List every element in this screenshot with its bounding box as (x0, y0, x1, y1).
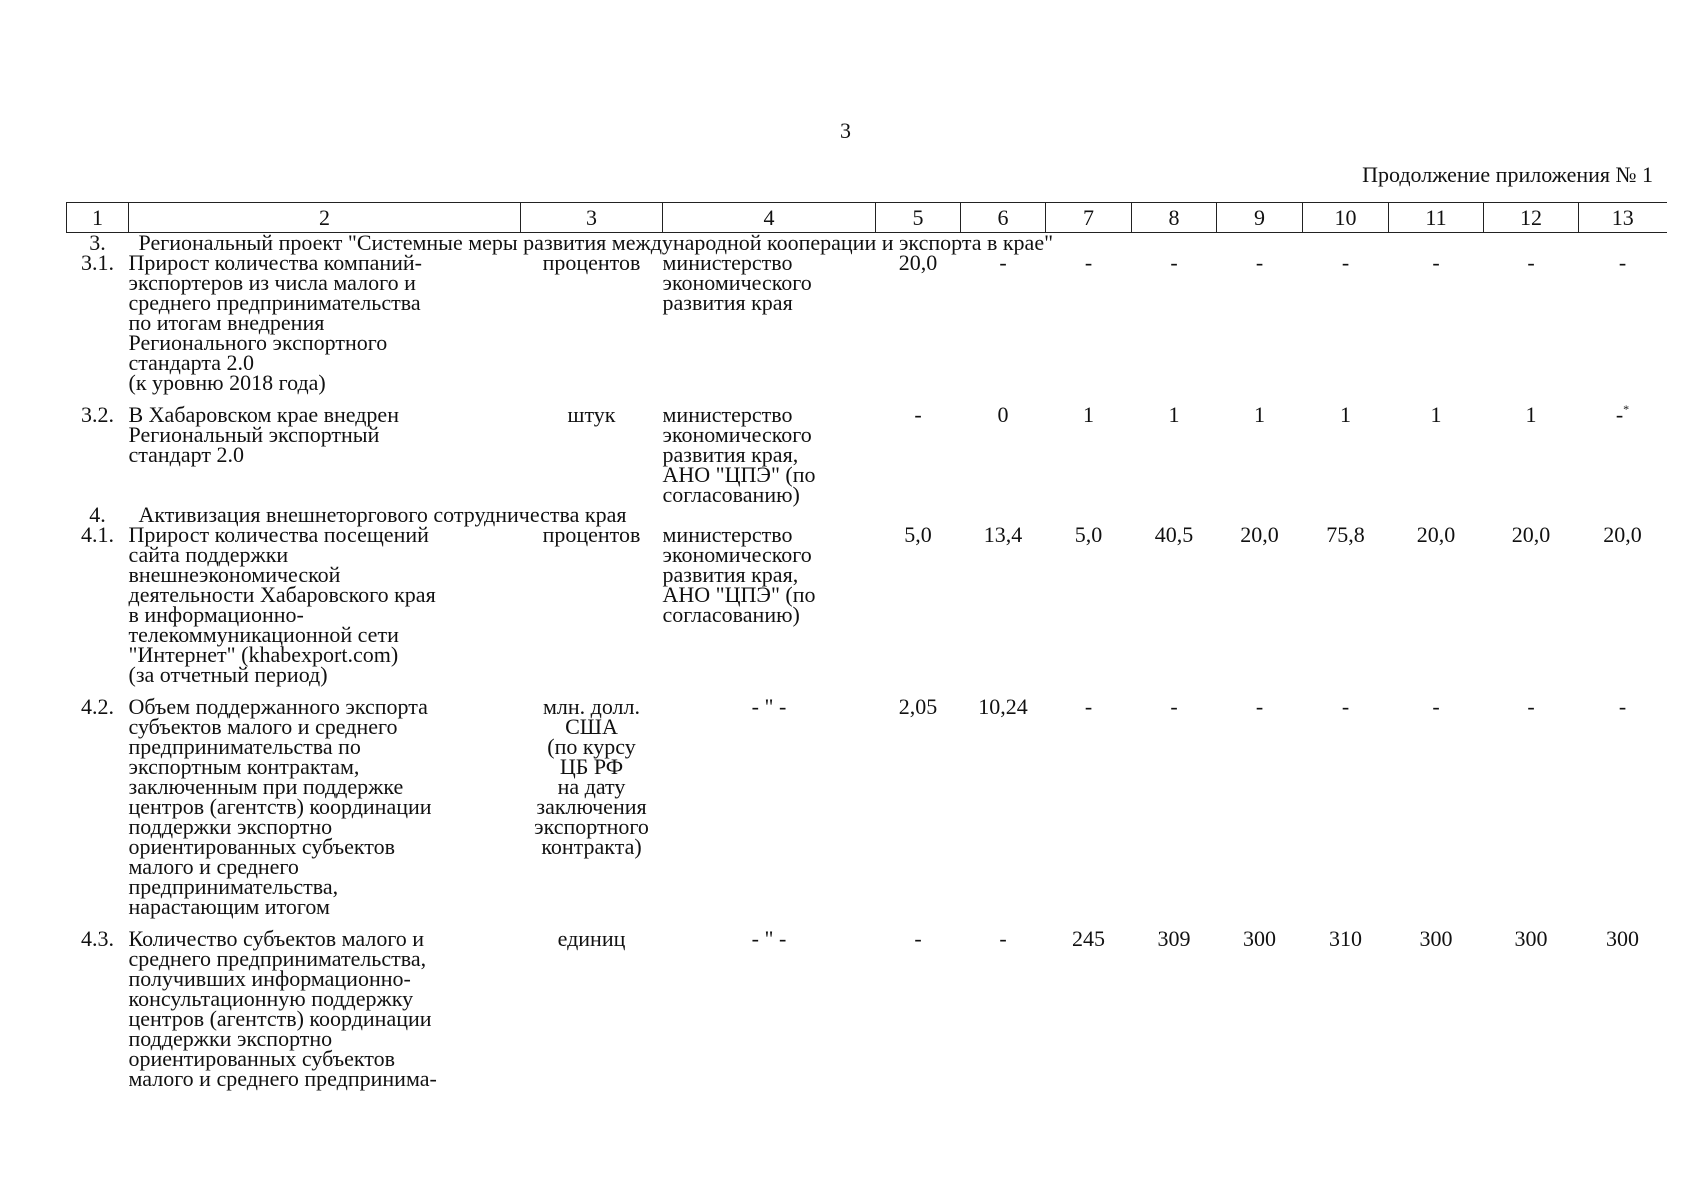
text-line: центров (агентств) координации (128, 794, 432, 819)
indicator-name (129, 393, 521, 505)
text-line: "Интернет" (khabexport.com) (128, 642, 399, 667)
value-cell: 20,0 (1240, 522, 1279, 547)
value-text: - (1615, 402, 1624, 427)
col-header: 9 (1217, 203, 1303, 233)
value-cell: - (1255, 694, 1264, 719)
unit (521, 685, 663, 917)
value-cell: - (1527, 694, 1535, 719)
value-cell: - (1341, 250, 1350, 275)
value-cell: 20,0 (898, 250, 938, 275)
text-line: заключения (536, 794, 647, 819)
row-number: 4.1. (81, 522, 114, 547)
text-line: процентов (542, 250, 641, 275)
text-line: экономического (662, 542, 812, 567)
text-line: (за отчетный период) (128, 662, 328, 687)
col-header: 1 (67, 203, 129, 233)
text-line: экономического (662, 422, 812, 447)
value-cell: 1 (1168, 402, 1180, 427)
row-number: 3.1. (81, 250, 114, 275)
col-header: 11 (1389, 203, 1484, 233)
text-line: (к уровню 2018 года) (128, 370, 326, 395)
text-line: согласованию) (662, 482, 800, 507)
col-header: 7 (1046, 203, 1132, 233)
value-cell: 310 (1329, 926, 1362, 951)
text-line: Объем поддержанного экспорта (128, 694, 428, 719)
text-line: экспортного (534, 814, 649, 839)
value-cell (1579, 393, 1667, 505)
unit (521, 250, 663, 393)
text-line: Прирост количества компаний- (128, 250, 422, 275)
col-header: 2 (129, 203, 521, 233)
text-line: деятельности Хабаровского края (128, 582, 436, 607)
value-cell: - (1341, 694, 1350, 719)
appendix-continuation-note: Продолжение приложения № 1 (1362, 162, 1653, 187)
responsible (663, 393, 876, 505)
text-line: субъектов малого и среднего (128, 714, 398, 739)
value-cell: - (1255, 250, 1264, 275)
text-line: стандарта 2.0 (128, 350, 255, 375)
value-cell: 20,0 (1603, 522, 1642, 547)
value-cell: - (914, 926, 922, 951)
text-line: получивших информационно- (128, 966, 411, 991)
unit (521, 522, 663, 685)
text-line: на дату (557, 774, 626, 799)
value-cell: 245 (1072, 926, 1105, 951)
text-line: В Хабаровском крае внедрен (128, 402, 399, 427)
text-line: экономического (662, 270, 812, 295)
table-row (67, 253, 1667, 393)
indicators-table (66, 202, 1667, 1089)
text-line: развития края, (662, 442, 799, 467)
text-line: телекоммуникационной сети (128, 622, 399, 647)
text-line: АНО "ЦПЭ" (по (662, 582, 816, 607)
value-cell: 1 (1083, 402, 1094, 427)
value-cell: 1 (1340, 402, 1351, 427)
text-line: развития края, (662, 562, 799, 587)
value-cell: 2,05 (898, 694, 938, 719)
col-header: 10 (1303, 203, 1389, 233)
value-cell: 300 (1606, 926, 1639, 951)
value-cell: - (1084, 250, 1093, 275)
col-header: 13 (1579, 203, 1667, 233)
text-line: среднего предпринимательства, (128, 946, 427, 971)
value-cell: 300 (1514, 926, 1548, 951)
text-line: США (565, 714, 618, 739)
value-cell: 13,4 (983, 522, 1023, 547)
value-cell: - (914, 402, 922, 427)
value-cell: 309 (1157, 926, 1191, 951)
value-cell: - (1170, 250, 1178, 275)
value-cell: 1 (1525, 402, 1537, 427)
section-title: Активизация внешнеторгового сотрудничества края (138, 502, 627, 527)
indicator-name (128, 250, 521, 395)
text-line: поддержки экспортно (128, 814, 333, 839)
text-line: стандарт 2.0 (128, 442, 244, 467)
text-line: согласованию) (662, 602, 800, 627)
value-cell: - (1432, 250, 1440, 275)
col-header: 4 (663, 203, 876, 233)
value-cell: 300 (1243, 926, 1276, 951)
ditto-mark: - " - (751, 926, 787, 951)
col-header: 3 (521, 203, 663, 233)
value-cell: - (1527, 250, 1535, 275)
value-cell: - (1618, 250, 1627, 275)
text-line: поддержки экспортно (128, 1026, 333, 1051)
responsible (663, 685, 876, 917)
unit (521, 917, 663, 1089)
value-cell: - (1618, 694, 1627, 719)
text-line: ориентированных субъектов (128, 834, 395, 859)
text-line: министерство (662, 402, 793, 427)
value-cell: 75,8 (1326, 522, 1365, 547)
text-line: малого и среднего (128, 854, 299, 879)
text-line: (по курсу (547, 734, 636, 759)
text-line: Регионального экспортного (128, 330, 388, 355)
text-line: АНО "ЦПЭ" (по (662, 462, 816, 487)
text-line: предпринимательства, (128, 874, 339, 899)
value-cell: - (999, 926, 1007, 951)
text-line: млн. долл. (542, 694, 641, 719)
value-cell: - (1432, 694, 1440, 719)
responsible (662, 522, 876, 685)
text-line: Количество субъектов малого и (128, 926, 425, 951)
row-number: 3.2. (81, 402, 114, 427)
text-line: единиц (557, 926, 626, 951)
value-cell: - (1084, 694, 1093, 719)
text-line: заключенным при поддержке (128, 774, 404, 799)
col-header: 5 (876, 203, 961, 233)
value-cell: - (1170, 694, 1178, 719)
text-line: ориентированных субъектов (128, 1046, 395, 1071)
text-line: процентов (542, 522, 641, 547)
unit (521, 393, 663, 505)
text-line: малого и среднего предпринима- (128, 1066, 437, 1091)
col-header: 6 (961, 203, 1046, 233)
indicator-name (128, 522, 521, 687)
row-number: 4.2. (81, 694, 114, 719)
text-line: сайта поддержки (128, 542, 289, 567)
text-line: экспортным контрактам, (128, 754, 360, 779)
value-cell: 20,0 (1511, 522, 1551, 547)
value-cell: 5,0 (1074, 522, 1103, 547)
page-number: 3 (840, 118, 851, 143)
value-cell: 20,0 (1416, 522, 1456, 547)
column-number-row (67, 203, 1667, 233)
value-cell: 40,5 (1154, 522, 1194, 547)
section-number: 3. (89, 230, 106, 255)
responsible (662, 250, 876, 393)
col-header: 12 (1484, 203, 1579, 233)
row-number: 4.3. (81, 926, 114, 951)
text-line: внешнеэкономической (128, 562, 341, 587)
value-cell: 300 (1419, 926, 1453, 951)
text-line: среднего предпринимательства (128, 290, 421, 315)
text-line: Прирост количества посещений (128, 522, 429, 547)
text-line: Региональный экспортный (128, 422, 380, 447)
text-line: центров (агентств) координации (128, 1006, 432, 1031)
value-cell: 0 (997, 402, 1009, 427)
responsible (663, 917, 876, 1089)
value-cell: 1 (1430, 402, 1442, 427)
value-cell: 1 (1254, 402, 1265, 427)
value-cell: - (999, 250, 1007, 275)
value-cell: 5,0 (904, 522, 932, 547)
text-line: штук (567, 402, 616, 427)
text-line: консультационную поддержку (128, 986, 414, 1011)
text-line: по итогам внедрения (128, 310, 325, 335)
table-row (67, 525, 1667, 685)
col-header: 8 (1132, 203, 1217, 233)
footnote-mark: * (1623, 402, 1630, 416)
text-line: контракта) (541, 834, 642, 859)
text-line: министерство (662, 522, 793, 547)
text-line: нарастающим итогом (128, 894, 330, 919)
table-row (67, 393, 1667, 505)
indicator-name (129, 685, 521, 917)
text-line: предпринимательства по (128, 734, 361, 759)
table-row (67, 917, 1667, 1089)
ditto-mark: - " - (751, 694, 787, 719)
text-line: ЦБ РФ (559, 754, 624, 779)
text-line: в информационно- (128, 602, 304, 627)
value-cell: 10,24 (978, 694, 1028, 719)
section-title: Региональный проект "Системные меры развития международной кооперации и экспорта в крае" (138, 230, 1054, 255)
text-line: экспортеров из числа малого и (128, 270, 416, 295)
section-number: 4. (89, 502, 106, 527)
text-line: министерство (662, 250, 793, 275)
table-row (67, 685, 1667, 917)
indicator-name (129, 917, 521, 1089)
text-line: развития края (662, 290, 793, 315)
